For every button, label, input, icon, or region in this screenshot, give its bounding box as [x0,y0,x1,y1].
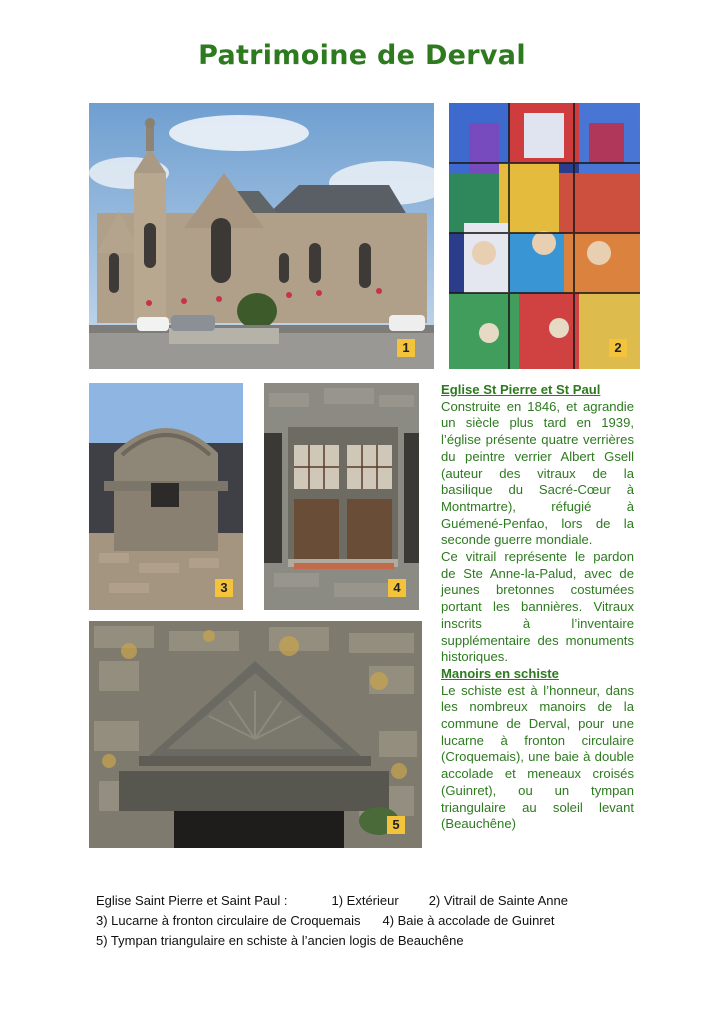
caption-4: 4) Baie à accolade de Guinret [382,913,555,928]
stained-glass-paragraph: Ce vitrail représente le pardon de Ste Anne-la-Palud, avec de jeunes bretonnes costumées portant les bannières. Vitraux inscrits à l’inventaire supplémentaire des monuments historiques. [441,549,634,665]
photo-number-badge: 3 [215,579,233,597]
caption-3: 3) Lucarne à fronton circulaire de Croquemais [96,913,361,928]
article-text [441,382,634,833]
caption-intro: Eglise Saint Pierre et Saint Paul : [96,893,288,908]
photo-number-badge: 4 [388,579,406,597]
manors-heading: Manoirs en schiste [441,665,559,681]
manors-paragraph: Le schiste est à l’honneur, dans les nombreux manoirs de la commune de Derval, pour une lucarne à fronton circulaire (Croquemais), une baie à double accolade et meneaux croisés (Guinret), ou un tympan triangulaire au soleil levant (Beauchêne) [441,682,634,832]
tympanum-photo [89,621,422,848]
page-title: Patrimoine de Derval [198,40,526,71]
mullioned-window-photo [264,383,419,610]
caption-2: 2) Vitrail de Sainte Anne [428,893,568,908]
photo-number-badge: 2 [609,339,627,357]
dormer-photo [89,383,243,610]
church-heading: Eglise St Pierre et St Paul [441,382,601,397]
photo-number-badge: 1 [397,339,415,357]
caption-5: 5) Tympan triangulaire en schiste à l’ancien logis de Beauchêne [96,933,464,948]
church-exterior-photo [89,103,434,369]
stained-glass-photo [449,103,640,369]
photo-captions [96,891,656,951]
caption-1: 1) Extérieur [331,893,399,908]
photo-number-badge: 5 [387,816,405,834]
church-paragraph: Construite en 1846, et agrandie un siècle plus tard en 1939, l’église présente quatre verrières du peintre verrier Albert Gsell (auteur des vitraux de la basilique du Sacré-Cœur à Montmartre), réfugié à Guémené-Penfao, lors de la seconde guerre mondiale. [441,398,634,548]
